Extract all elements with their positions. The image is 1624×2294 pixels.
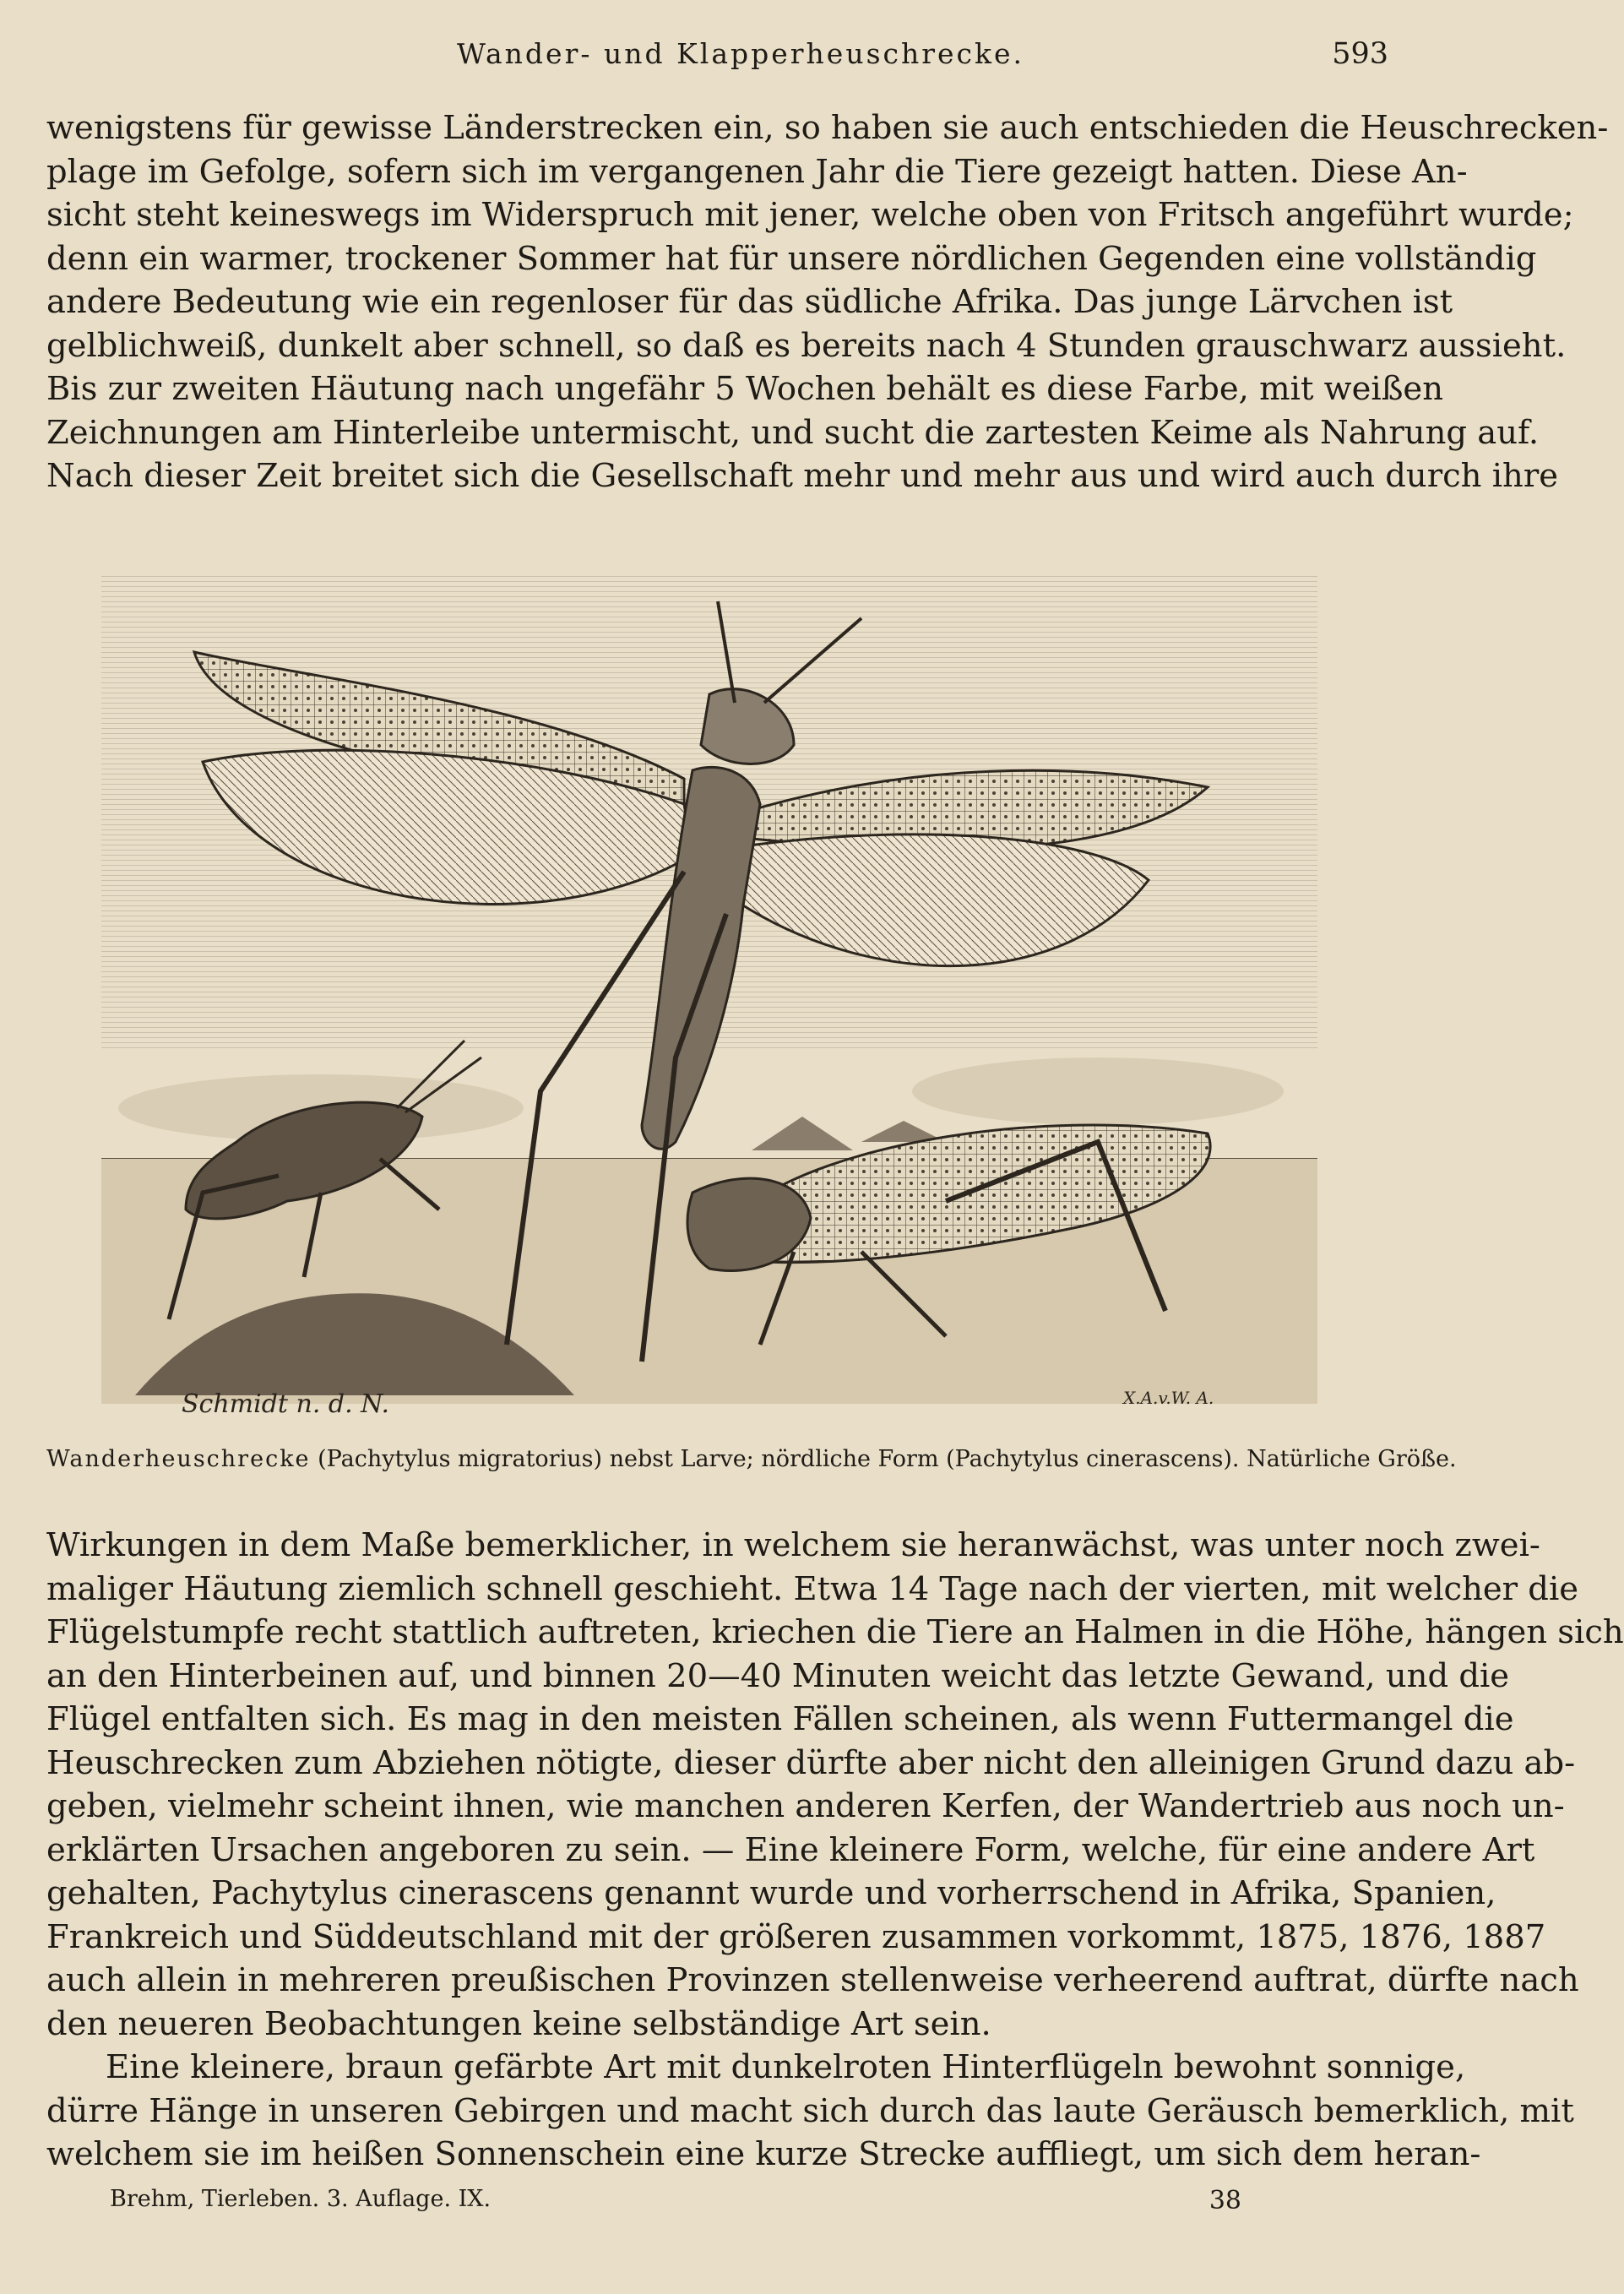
text-line: den neueren Beobachtungen keine selbständige Art sein. (46, 2004, 991, 2043)
text-line: Eine kleinere, braun gefärbte Art mit dunkelroten Hinterflügeln bewohnt sonnige, (106, 2048, 1466, 2086)
text-line: gelblichweiß, dunkelt aber schnell, so daß es bereits nach 4 Stunden grauschwarz aussieht. (46, 326, 1567, 365)
text-line: dürre Hänge in unseren Gebirgen und macht sich durch das laute Geräusch bemerklich, mit (46, 2091, 1574, 2130)
text-line: Flügelstumpfe recht stattlich auftreten, kriechen die Tiere an Halmen in die Höhe, hängen sich (46, 1613, 1624, 1651)
text-line: wenigstens für gewisse Länderstrecken ein, so haben sie auch entschieden die Heuschrecken- (46, 109, 1609, 147)
text-line: maliger Häutung ziemlich schnell geschieht. Etwa 14 Tage nach der vierten, mit welcher die (46, 1569, 1579, 1608)
text-line: welchem sie im heißen Sonnenschein eine kurze Strecke auffliegt, um sich dem heran- (46, 2135, 1481, 2173)
text-line: Bis zur zweiten Häutung nach ungefähr 5 Wochen behält es diese Farbe, mit weißen (46, 370, 1444, 408)
text-line: Wirkungen in dem Maße bemerklicher, in welchem sie heranwächst, was unter noch zwei- (46, 1526, 1540, 1564)
text-line: Heuschrecken zum Abziehen nötigte, dieser dürfte aber nicht den alleinigen Grund dazu ab- (46, 1743, 1576, 1782)
footer-source: Brehm, Tierleben. 3. Auflage. IX. (110, 2186, 492, 2212)
running-title: Wander- und Klapperheuschrecke. (456, 37, 1025, 70)
text-line: denn ein warmer, trockener Sommer hat für unsere nördlichen Gegenden eine vollständig (46, 239, 1537, 278)
page-header (93, 34, 1388, 84)
figure-caption (46, 1446, 1457, 1472)
text-line: Flügel entfalten sich. Es mag in den meisten Fällen scheinen, als wenn Futtermangel die (46, 1700, 1514, 1738)
footer-signature-number: 38 (1208, 2186, 1241, 2215)
text-line: geben, vielmehr scheint ihnen, wie manchen anderen Kerfen, der Wandertrieb aus noch un- (46, 1787, 1565, 1825)
text-line: Zeichnungen am Hinterleibe untermischt, und sucht die zartesten Keime als Nahrung auf. (46, 413, 1540, 452)
text-line: andere Bedeutung wie ein regenloser für das südliche Afrika. Das junge Lärvchen ist (46, 283, 1453, 321)
signature-right: X.A.v.W. A. (1123, 1388, 1214, 1408)
text-line: auch allein in mehreren preußischen Provinzen stellenweise verheerend auftrat, dürfte nach (46, 1961, 1579, 1999)
caption-title: Wanderheuschrecke (46, 1446, 311, 1472)
signature-left: Schmidt n. d. N. (182, 1389, 390, 1419)
locust-illustration (101, 551, 1317, 1429)
page-footer (110, 2186, 1241, 2220)
paragraph-top (46, 106, 1609, 498)
text-line: Frankreich und Süddeutschland mit der größeren zusammen vorkommt, 1875, 1876, 1887 (46, 1917, 1546, 1956)
text-line: an den Hinterbeinen auf, und binnen 20—40 Minuten weicht das letzte Gewand, und die (46, 1656, 1510, 1695)
text-line: erklärten Ursachen angeboren zu sein. — Eine kleinere Form, welche, für eine andere Art (46, 1830, 1535, 1869)
page-number: 593 (1332, 37, 1388, 71)
paragraph-bottom (46, 1524, 1624, 2177)
text-line: sicht steht keineswegs im Widerspruch mit jener, welche oben von Fritsch angeführt wurde; (46, 196, 1574, 234)
text-line: gehalten, Pachytylus cinerascens genannt wurde und vorherrschend in Afrika, Spanien, (46, 1874, 1496, 1912)
text-line: Nach dieser Zeit breitet sich die Gesellschaft mehr und mehr aus und wird auch durch ihre (46, 457, 1559, 495)
text-line: plage im Gefolge, sofern sich im vergangenen Jahr die Tiere gezeigt hatten. Diese An- (46, 152, 1468, 191)
caption-text: (Pachytylus migratorius) nebst Larve; nördliche Form (Pachytylus cinerascens). Natürliche Größe. (318, 1446, 1457, 1472)
